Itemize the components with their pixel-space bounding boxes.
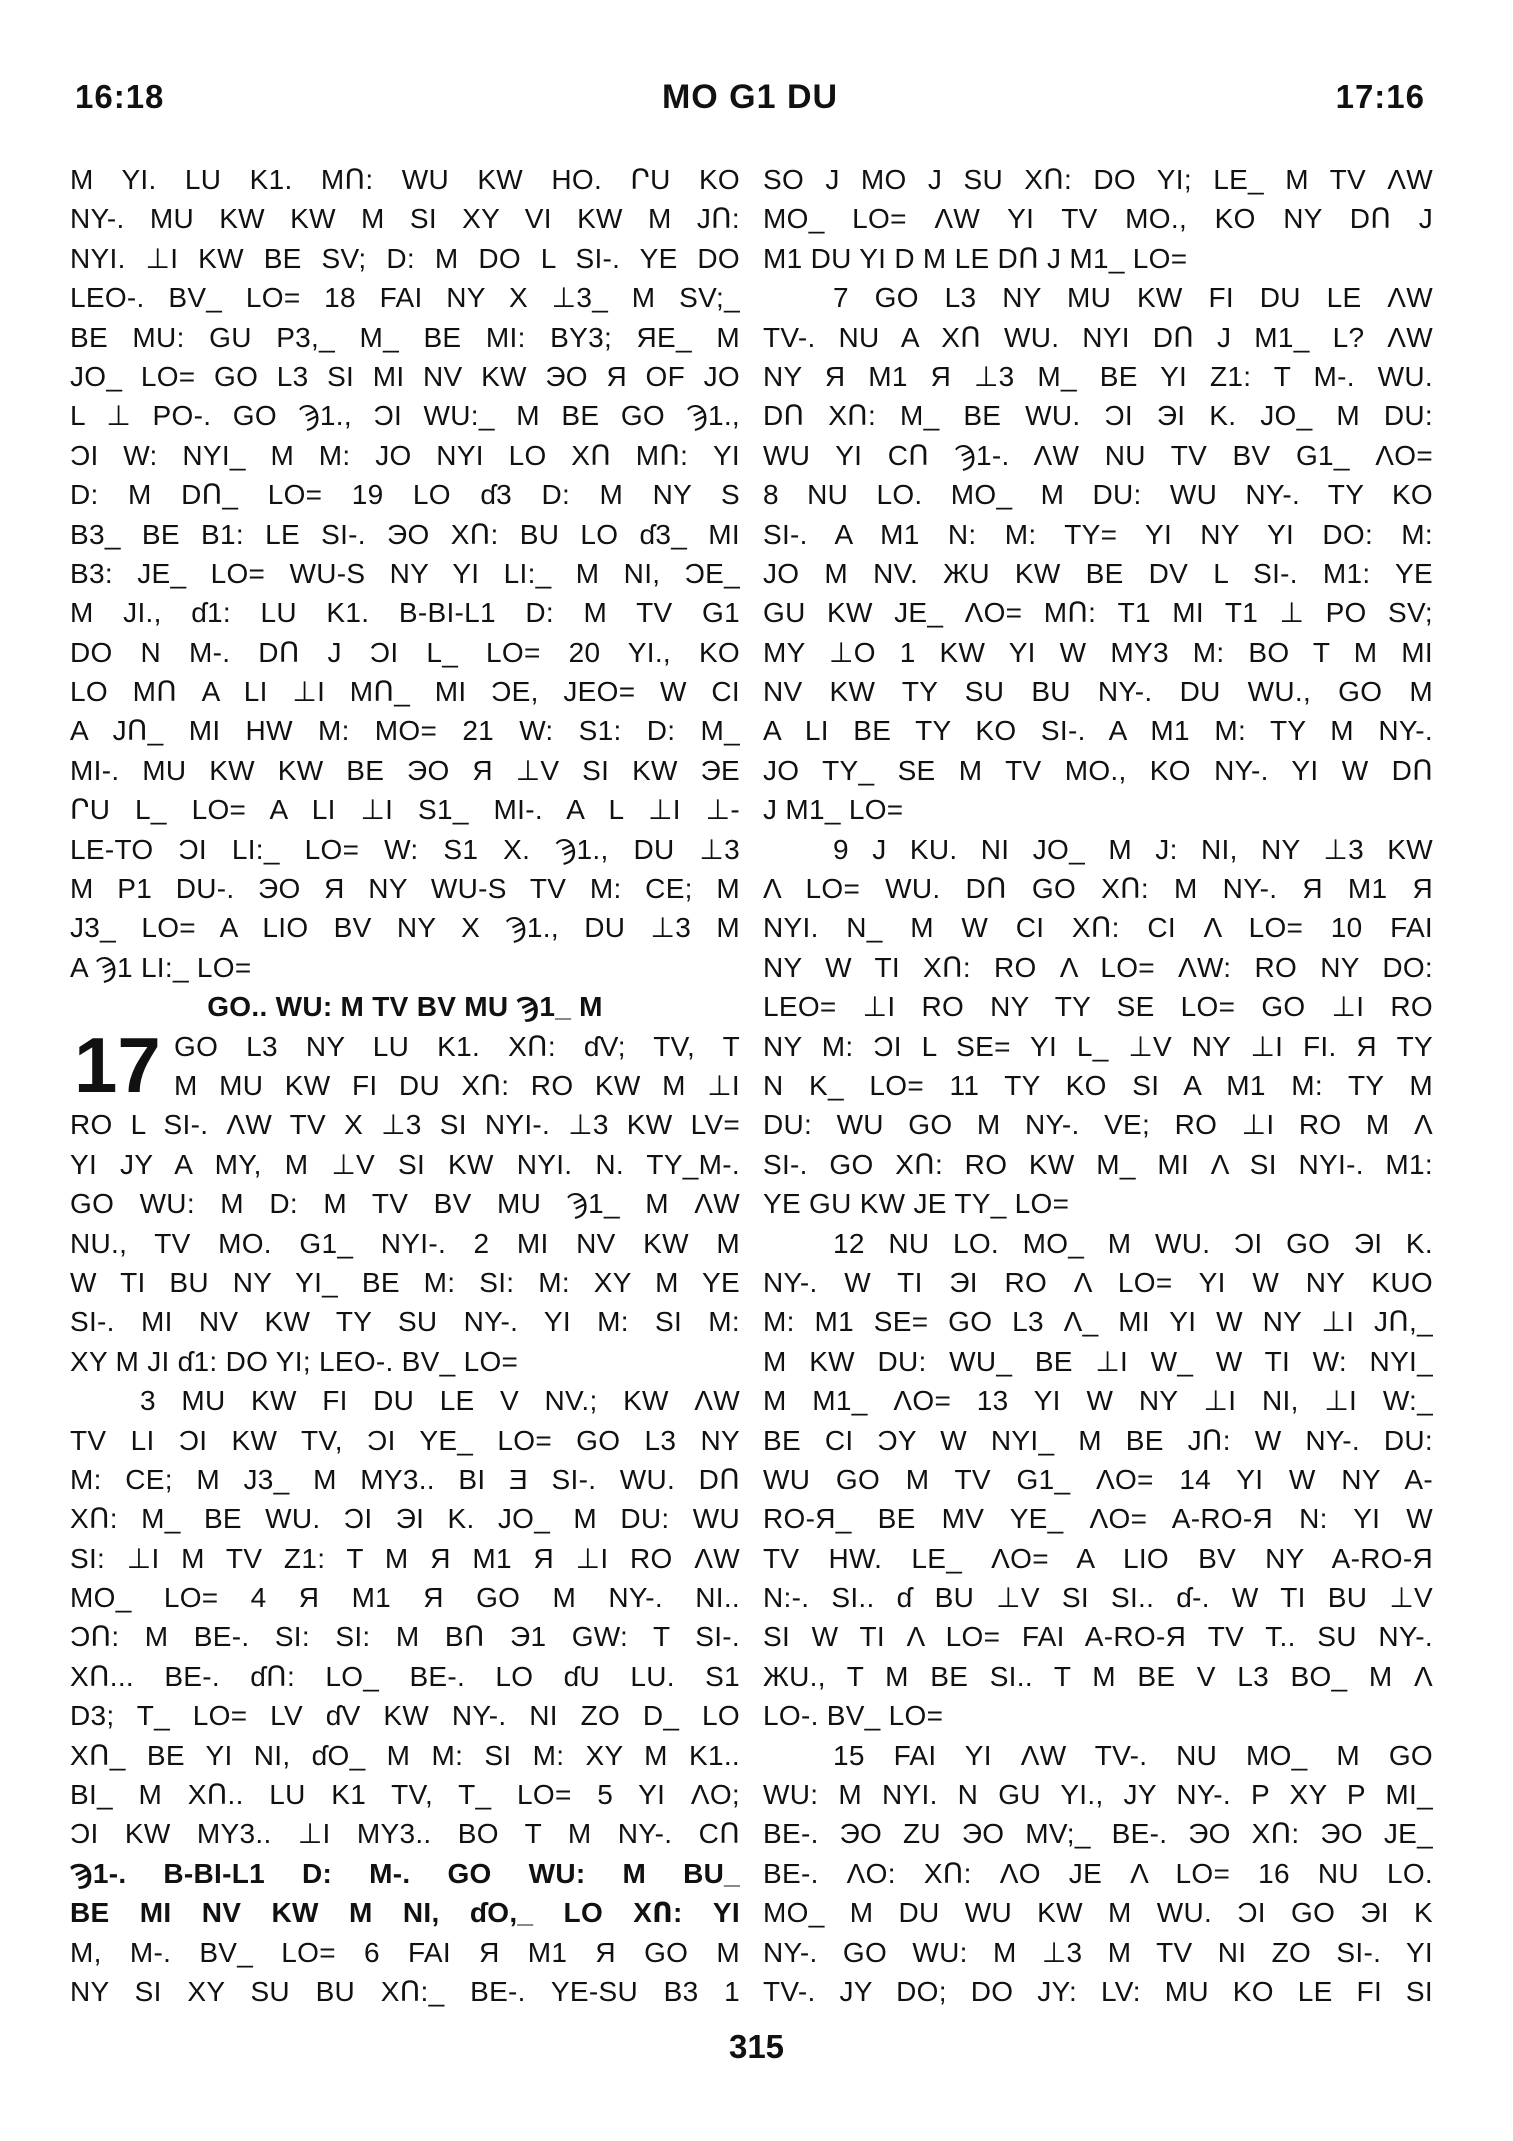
text-line: M, M-. BV_ LO= 6 FAI Я M1 Я GO M [70,1936,740,1968]
text-line: N:-. SI.. ɗ BU ⊥V SI SI.. ɗ-. W TI BU ⊥V [763,1582,1433,1614]
left-text-column [70,160,740,2011]
text-line: NY W TI XՈ: RO Λ LO= ΛW: RO NY DO: [763,951,1433,983]
text-line: TV-. NU A XՈ WU. NYI DՈ J M1_ L? ΛW [763,321,1433,353]
text-line: LO MՈ A LI ⊥I MՈ_ MI ƆE, JEO= W CI [70,676,740,708]
text-line: JO TY_ SE M TV MO., KO NY-. YI W DՈ [763,754,1433,786]
text-line: NYI. ⊥I KW BE SV; D: M DO L SI-. YE DO [70,242,740,274]
header-book-title: MO G1 DU [661,78,839,116]
header-chapter-verse-end: 17:16 [1335,78,1425,115]
text-line: 15 FAI YI ΛW TV-. NU MO_ M GO [833,1739,1433,1771]
text-line: A Ϡ1 LI:_ LO= [70,951,252,983]
chapter-number-dropcap: 17 [74,1020,161,1109]
text-line: ƆI KW MY3.. ⊥I MY3.. BO T M NY-. CՈ [70,1818,740,1850]
text-line: LEO-. BV_ LO= 18 FAI NY X ⊥3_ M SV;_ [70,282,740,314]
text-line: JO_ LO= GO L3 SI MI NV KW ЭO Я OF JO [70,360,740,392]
text-line: XY M JI ɗ1: DO YI; LEO-. BV_ LO= [70,1345,519,1377]
page-number: 315 [728,2028,785,2065]
text-line: N K_ LO= 11 TY KO SI A M1 M: TY M [763,1069,1433,1101]
text-line: MO_ LO= 4 Я M1 Я GO M NY-. NI.. [70,1582,740,1614]
text-line: MY ⊥O 1 KW YI W MY3 M: BO T M MI [763,636,1433,668]
text-line: GO.. WU: M TV BV MU Ϡ1_ M [207,991,603,1023]
text-line: SI-. MI NV KW TY SU NY-. YI M: SI M: [70,1306,740,1338]
text-line: BI_ M XՈ.. LU K1 TV, T_ LO= 5 YI ΛO; [70,1779,740,1811]
text-line: NY-. W TI ЭI RO Λ LO= YI W NY KUO [763,1266,1433,1298]
text-line: M: M1 SE= GO L3 Λ_ MI YI W NY ⊥I JՈ,_ [763,1306,1433,1338]
text-line: DO N M-. DՈ J ƆI L_ LO= 20 YI., KO [70,636,740,668]
text-line: BE-. ЭO ZU ЭO MV;_ BE-. ЭO XՈ: ЭO JE_ [763,1818,1433,1850]
text-line: WU GO M TV G1_ ΛO= 14 YI W NY A- [763,1463,1433,1495]
text-line: XՈ_ BE YI NI, ɗO_ M M: SI M: XY M K1.. [70,1739,740,1771]
text-line: TV LI ƆI KW TV, ƆI YE_ LO= GO L3 NY [70,1424,740,1456]
text-line: JO M NV. ЖU KW BE DV L SI-. M1: YE [763,557,1433,589]
text-line: A LI BE TY KO SI-. A M1 M: TY M NY-. [763,715,1433,747]
right-text-column [763,160,1433,2011]
text-line: M YI. LU K1. MՈ: WU KW HO. ՐU KO [70,164,740,195]
text-line: M: CE; M J3_ M MY3.. BI Ǝ SI-. WU. DՈ [70,1463,740,1495]
text-line: NY Я M1 Я ⊥3 M_ BE YI Z1: T M-. WU. [763,360,1433,392]
text-line: NY M: ƆI L SE= YI L_ ⊥V NY ⊥I FI. Я TY [763,1030,1433,1062]
text-line: MI-. MU KW KW BE ЭO Я ⊥V SI KW ЭE [70,754,740,786]
text-line: SI W TI Λ LO= FAI A-RO-Я TV T.. SU NY-. [763,1621,1433,1653]
text-line: YI JY A MY, M ⊥V SI KW NYI. N. TY_M-. [70,1148,740,1180]
text-line: GU KW JE_ ΛO= MՈ: T1 MI T1 ⊥ PO SV; [763,597,1433,629]
text-line: M KW DU: WU_ BE ⊥I W_ W TI W: NYI_ [763,1345,1433,1377]
chapter-start [70,1020,740,1109]
text-line: B3_ BE B1: LE SI-. ЭO XՈ: BU LO ɗ3_ MI [70,518,740,550]
text-line: BE CI ƆY W NYI_ M BE JՈ: W NY-. DU: [763,1424,1433,1456]
text-line: XՈ... BE-. ɗՈ: LO_ BE-. LO ɗU LU. S1 [70,1660,740,1692]
header-chapter-verse-start: 16:18 [75,78,165,115]
text-line: BE MI NV KW M NI, ɗO,_ LO XՈ: YI [70,1897,740,1929]
text-line: ƆՈ: M BE-. SI: SI: M BՈ Э1 GW: T SI-. [70,1621,740,1653]
text-line: ՐU L_ LO= A LI ⊥I S1_ MI-. A L ⊥I ⊥- [70,794,740,826]
text-line: NYI. N_ M W CI XՈ: CI Λ LO= 10 FAI [763,912,1433,944]
text-line: SI-. A M1 N: M: TY= YI NY YI DO: M: [763,518,1433,550]
text-line: 3 MU KW FI DU LE V NV.; KW ΛW [140,1385,740,1417]
text-line: 9 J KU. NI JO_ M J: NI, NY ⊥3 KW [833,833,1433,865]
text-line: BE-. ΛO: XՈ: ΛO JE Λ LO= 16 NU LO. [763,1857,1433,1889]
running-header [75,78,1425,128]
text-line: Ϡ1-. B-BI-L1 D: M-. GO WU: M BU_ [70,1857,740,1889]
text-line: WU: M NYI. N GU YI., JY NY-. P XY P MI_ [763,1779,1433,1811]
text-line: DՈ XՈ: M_ BE WU. ƆI ЭI K. JO_ M DU: [763,400,1433,432]
text-line: NY SI XY SU BU XՈ:_ BE-. YE-SU B3 1 [70,1975,740,2007]
text-line: 8 NU LO. MO_ M DU: WU NY-. TY KO [763,479,1433,511]
text-line: GO L3 NY LU K1. XՈ: ɗV; TV, T [174,1030,740,1062]
text-line: MO_ M DU WU KW M WU. ƆI GO ЭI K [763,1897,1433,1929]
text-line: ƆI W: NYI_ M M: JO NYI LO XՈ MՈ: YI [70,439,740,471]
text-line: L ⊥ PO-. GO Ϡ1., ƆI WU:_ M BE GO Ϡ1., [70,400,740,432]
text-line: TV HW. LE_ ΛO= A LIO BV NY A-RO-Я [763,1542,1433,1574]
text-line: BE MU: GU P3,_ M_ BE MI: BY3; ЯE_ M [70,321,740,353]
text-line: M MU KW FI DU XՈ: RO KW M ⊥I [174,1069,740,1101]
text-line: XՈ: M_ BE WU. ƆI ЭI K. JO_ M DU: WU [70,1503,740,1535]
text-line: A JՈ_ MI HW M: MO= 21 W: S1: D: M_ [70,715,740,747]
text-line: DU: WU GO M NY-. VE; RO ⊥I RO M Λ [763,1109,1433,1141]
text-line: SI-. GO XՈ: RO KW M_ MI Λ SI NYI-. M1: [763,1148,1433,1180]
text-line: 7 GO L3 NY MU KW FI DU LE ΛW [833,282,1433,314]
text-line: Λ LO= WU. DՈ GO XՈ: M NY-. Я M1 Я [763,873,1433,905]
text-line: SO J MO J SU XՈ: DO YI; LE_ M TV ΛW [763,164,1433,195]
text-line: RO-Я_ BE MV YE_ ΛO= A-RO-Я N: YI W [763,1503,1433,1535]
text-line: D3; T_ LO= LV ɗV KW NY-. NI ZO D_ LO [70,1700,740,1732]
text-line: ЖU., T M BE SI.. T M BE V L3 BO_ M Λ [763,1660,1433,1692]
text-line: D: M DՈ_ LO= 19 LO ɗ3 D: M NY S [70,479,740,511]
text-line: M P1 DU-. ЭO Я NY WU-S TV M: CE; M [70,873,740,905]
text-line: J M1_ LO= [763,794,904,826]
text-line: NY-. GO WU: M ⊥3 M TV NI ZO SI-. YI [763,1936,1433,1968]
text-line: NV KW TY SU BU NY-. DU WU., GO M [763,676,1433,708]
text-line: NU., TV MO. G1_ NYI-. 2 MI NV KW M [70,1227,740,1259]
text-line: M JI., ɗ1: LU K1. B-BI-L1 D: M TV G1 [70,597,740,629]
text-line: LO-. BV_ LO= [763,1700,944,1732]
text-line: LEO= ⊥I RO NY TY SE LO= GO ⊥I RO [763,991,1433,1023]
text-line: SI: ⊥I M TV Z1: T M Я M1 Я ⊥I RO ΛW [70,1542,740,1574]
text-line: B3: JE_ LO= WU-S NY YI LI:_ M NI, ƆE_ [70,557,740,589]
text-line: M1 DU YI D M LE DՈ J M1_ LO= [763,242,1188,274]
text-line: MO_ LO= ΛW YI TV MO., KO NY DՈ J [763,203,1433,235]
text-line: LE-TO ƆI LI:_ LO= W: S1 X. Ϡ1., DU ⊥3 [70,833,740,865]
text-line: NY-. MU KW KW M SI XY VI KW M JՈ: [70,203,740,235]
text-line: W TI BU NY YI_ BE M: SI: M: XY M YE [70,1266,740,1298]
text-line: GO WU: M D: M TV BV MU Ϡ1_ M ΛW [70,1188,740,1220]
text-line: 12 NU LO. MO_ M WU. ƆI GO ЭI K. [833,1227,1433,1259]
text-line: TV-. JY DO; DO JY: LV: MU KO LE FI SI [763,1975,1433,2007]
text-line: YE GU KW JE TY_ LO= [763,1188,1070,1220]
text-line: RO L SI-. ΛW TV X ⊥3 SI NYI-. ⊥3 KW LV= [70,1109,740,1141]
text-line: J3_ LO= A LIO BV NY X Ϡ1., DU ⊥3 M [70,912,740,944]
text-line: M M1_ ΛO= 13 YI W NY ⊥I NI, ⊥I W:_ [763,1385,1433,1417]
text-line: WU YI CՈ Ϡ1-. ΛW NU TV BV G1_ ΛO= [763,439,1433,471]
